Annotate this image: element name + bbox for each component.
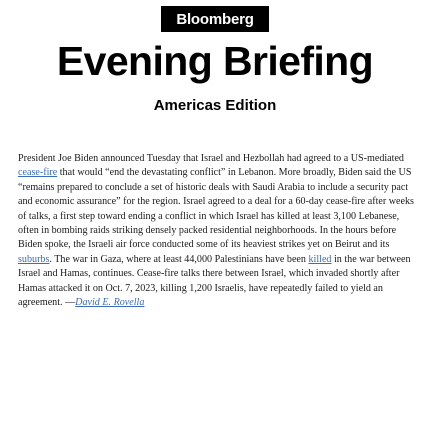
cease-fire-link[interactable]: cease-fire [18,167,58,179]
byline-link[interactable]: David E. Rovella [75,297,145,309]
article-text: . The war in Gaza, where at least 44,000 Palestinians have been [49,253,309,265]
article-text: in the war between Israel and Hamas, continues. Cease-fire talks there between Israel, which invaded shortly after Hamas attacked it on Oct. 7, 2023, killing 1,200 Israelis, have repeatedly failed to yield an agreement. — [18,253,411,309]
logo-text: Bloomberg [176,10,254,28]
article-text: that would “end the devastating conflict” in Lebanon. More broadly, Biden said the US “remains prepared to conclude a set of historic deals with Saudi Arabia to include a security pact and economic assurance” for the region. Israel agreed to a deal for a 60-day cease-fire after weeks of talks, a first step toward ending a conflict in which Israel has killed at least 3,100 Lebanese, often in bombing raids striking densely packed residential neighborhoods. In the hours before Biden spoke, the Israeli air force conducted some of its heaviest strikes yet on Beirut and its [18,167,414,251]
edition-subtitle: Americas Edition [153,97,277,114]
killed-link[interactable]: killed [308,253,332,265]
article-text: President Joe Biden announced Tuesday that Israel and Hezbollah had agreed to a US-mediated [18,153,404,164]
bloomberg-logo[interactable] [161,6,269,32]
page-title: Evening Briefing [56,38,374,84]
article-body [18,152,414,310]
suburbs-link[interactable]: suburbs [18,253,50,265]
